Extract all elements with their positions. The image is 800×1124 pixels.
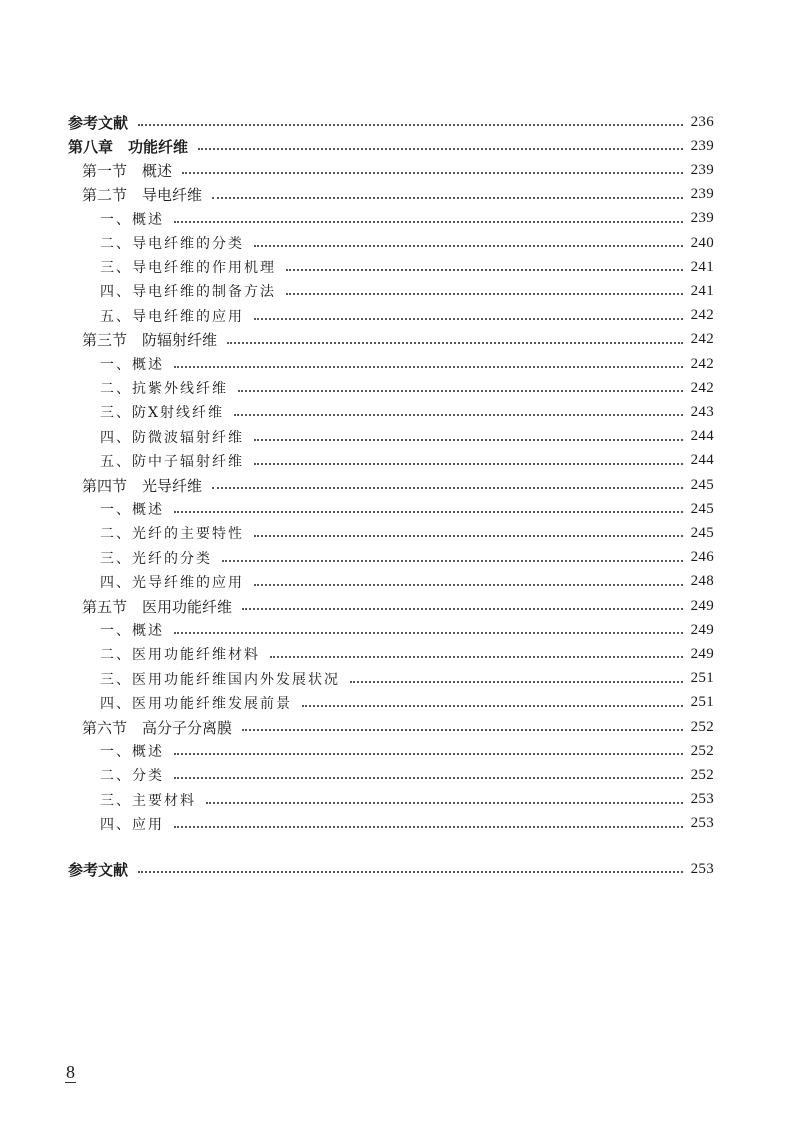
toc-page-number: 242 <box>690 355 714 372</box>
toc-subsection-entry <box>100 425 714 449</box>
dot-leader <box>242 729 683 731</box>
toc-page-number: 239 <box>690 210 714 227</box>
page-number: 8 <box>66 1062 75 1082</box>
toc-page-number: 239 <box>690 161 714 178</box>
toc-page-number: 251 <box>690 694 714 711</box>
dot-leader <box>254 318 683 320</box>
toc-page-number: 239 <box>690 137 714 154</box>
dot-leader <box>286 269 683 271</box>
toc-page-number: 244 <box>690 428 714 445</box>
toc-page-number: 244 <box>690 452 714 469</box>
dot-leader <box>174 777 683 779</box>
toc-entry-title: 一、概述 <box>100 502 164 519</box>
toc-page-number: 249 <box>690 597 714 614</box>
dot-leader <box>138 124 683 126</box>
toc-entry-title: 第八章 功能纤维 <box>68 137 189 156</box>
toc-entry-title: 三、光纤的分类 <box>100 550 212 567</box>
dot-leader <box>198 148 683 150</box>
toc-subsection-entry <box>100 812 714 836</box>
toc-entry-title: 三、防X射线纤维 <box>100 405 224 422</box>
toc-entry-title: 四、医用功能纤维发展前景 <box>100 695 292 712</box>
dot-leader <box>138 871 683 873</box>
dot-leader <box>302 705 683 707</box>
dot-leader <box>242 608 683 610</box>
dot-leader <box>174 221 683 223</box>
dot-leader <box>254 439 683 441</box>
toc-page-number: 246 <box>690 549 714 566</box>
toc-page-number: 240 <box>690 234 714 251</box>
dot-leader <box>254 245 683 247</box>
toc-subsection-entry <box>100 691 714 715</box>
toc-subsection-entry <box>100 642 714 666</box>
dot-leader <box>212 487 683 489</box>
toc-entry-title: 二、医用功能纤维材料 <box>100 647 260 664</box>
toc-subsection-entry <box>100 304 714 328</box>
toc-subsection-entry <box>100 255 714 279</box>
toc-entry-title: 四、应用 <box>100 816 164 833</box>
dot-leader <box>174 753 683 755</box>
toc-page-number: 253 <box>690 815 714 832</box>
toc-chapter-entry <box>68 134 714 158</box>
dot-leader <box>254 535 683 537</box>
toc-page-number: 251 <box>690 670 714 687</box>
toc-section-entry <box>82 715 714 739</box>
toc-subsection-entry <box>100 376 714 400</box>
dot-leader <box>222 560 683 562</box>
toc-entry-title: 一、概述 <box>100 211 164 228</box>
toc-chapter-entry <box>68 857 714 881</box>
toc-entry-title: 四、光导纤维的应用 <box>100 574 244 591</box>
dot-leader <box>350 681 683 683</box>
toc-page-number: 242 <box>690 307 714 324</box>
toc-page-number: 239 <box>690 186 714 203</box>
toc-entry-title: 第六节 高分子分离膜 <box>82 718 233 737</box>
toc-entry-title: 三、导电纤维的作用机理 <box>100 260 276 277</box>
toc-entry-title: 一、概述 <box>100 357 164 373</box>
toc-page-number: 253 <box>690 860 714 877</box>
toc-subsection-entry <box>100 570 714 594</box>
toc-entry-title: 一、概述 <box>100 623 164 640</box>
toc-subsection-entry <box>100 739 714 763</box>
toc-entry-title: 第一节 概述 <box>82 161 173 180</box>
toc-page-number: 243 <box>690 403 714 420</box>
toc-entry-title: 第三节 防辐射纤维 <box>82 331 218 350</box>
dot-leader <box>254 463 683 465</box>
toc-section-entry <box>82 183 714 207</box>
toc-page-number: 248 <box>690 573 714 590</box>
toc-entry-title: 三、医用功能纤维国内外发展状况 <box>100 671 340 688</box>
dot-leader <box>174 366 683 368</box>
toc-entry-title: 三、主要材料 <box>100 792 196 809</box>
toc-section-entry <box>82 328 714 352</box>
toc-entry-title: 二、导电纤维的分类 <box>100 236 244 252</box>
toc-page-number: 253 <box>690 791 714 808</box>
dot-leader <box>270 656 683 658</box>
dot-leader <box>227 342 683 344</box>
toc-section-entry <box>82 158 714 182</box>
toc-entry-title: 五、导电纤维的应用 <box>100 308 244 325</box>
toc-subsection-entry <box>100 352 714 376</box>
toc-subsection-entry <box>100 521 714 545</box>
toc-subsection-entry <box>100 279 714 303</box>
dot-leader <box>174 826 683 828</box>
toc-entry-title: 五、防中子辐射纤维 <box>100 453 244 470</box>
toc-entry-title: 四、导电纤维的制备方法 <box>100 284 276 301</box>
toc-subsection-entry <box>100 400 714 424</box>
toc-subsection-entry <box>100 231 714 255</box>
toc-subsection-entry <box>100 449 714 473</box>
dot-leader <box>206 802 683 804</box>
dot-leader <box>286 293 683 295</box>
toc-page-number: 245 <box>690 476 714 493</box>
toc-entry-title: 二、光纤的主要特性 <box>100 526 244 543</box>
toc-subsection-entry <box>100 618 714 642</box>
toc-page-number: 252 <box>690 766 714 783</box>
toc-page-number: 236 <box>690 113 714 130</box>
toc-entry-title: 四、防微波辐射纤维 <box>100 429 244 446</box>
toc-page-number: 245 <box>690 524 714 541</box>
toc-chapter-entry <box>68 110 714 134</box>
toc-entry-title: 第五节 医用功能纤维 <box>82 597 233 616</box>
toc-entry-title: 第二节 导电纤维 <box>82 186 203 205</box>
toc-page-number: 249 <box>690 621 714 638</box>
toc-entry-title: 二、分类 <box>100 768 164 785</box>
toc-subsection-entry <box>100 667 714 691</box>
toc-page-number: 242 <box>690 331 714 348</box>
toc-subsection-entry <box>100 763 714 787</box>
toc-subsection-entry <box>100 497 714 521</box>
dot-leader <box>182 172 683 174</box>
toc-entry-title: 第四节 光导纤维 <box>82 476 203 495</box>
toc-entry-title: 一、概述 <box>100 744 164 761</box>
toc-page-number: 252 <box>690 718 714 735</box>
toc-page-number: 241 <box>690 282 714 299</box>
toc-page-number: 242 <box>690 379 714 396</box>
dot-leader <box>254 584 683 586</box>
toc-section-entry <box>82 473 714 497</box>
toc-entry-title: 参考文献 <box>68 860 129 879</box>
dot-leader <box>238 390 683 392</box>
dot-leader <box>174 632 683 634</box>
toc-page-number: 245 <box>690 500 714 517</box>
dot-leader <box>234 414 683 416</box>
toc-page-number: 252 <box>690 742 714 759</box>
toc-entry-title: 参考文献 <box>68 113 129 132</box>
toc-entry-title: 二、抗紫外线纤维 <box>100 381 228 398</box>
toc-section-entry <box>82 594 714 618</box>
dot-leader <box>174 511 683 513</box>
dot-leader <box>212 197 683 199</box>
toc-subsection-entry <box>100 788 714 812</box>
toc-page-number: 241 <box>690 258 714 275</box>
toc-subsection-entry <box>100 546 714 570</box>
toc-subsection-entry <box>100 207 714 231</box>
toc-page-number: 249 <box>690 645 714 662</box>
